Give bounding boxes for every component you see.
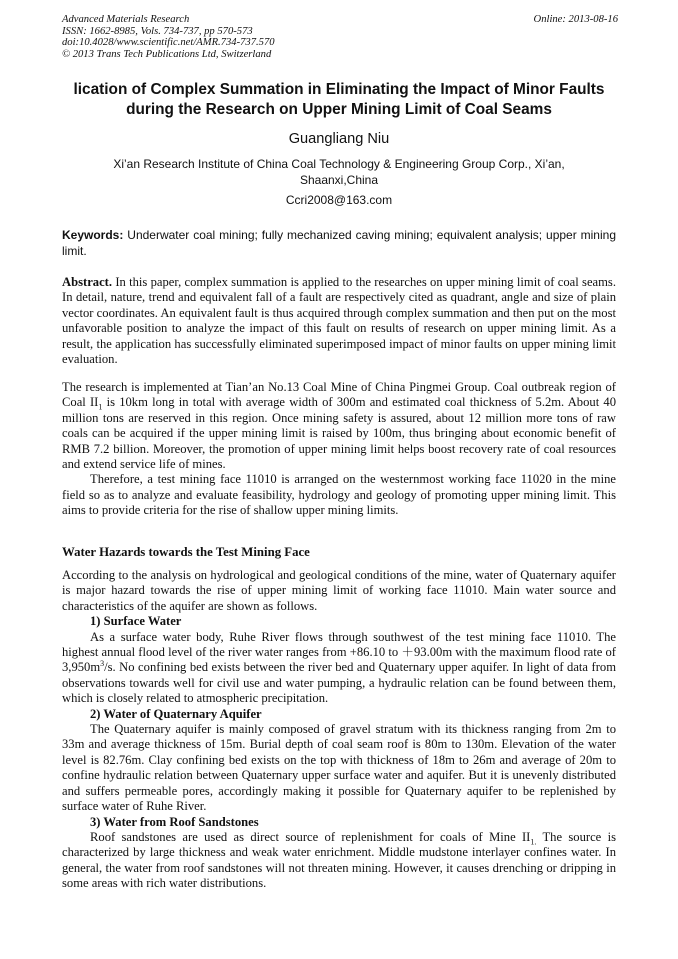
issn-line: ISSN: 1662-8985, Vols. 734-737, pp 570-573 [62,25,253,37]
copyright-line: © 2013 Trans Tech Publications Ltd, Switzerland [62,48,272,60]
author-name: Guangliang Niu [288,131,390,147]
keywords [62,228,616,259]
doi-line: doi:10.4028/www.scientific.net/AMR.734-737.570 [62,37,275,49]
s1-text-b: /s. No confining bed exists between the river bed and Quaternary upper aquifer. In light of data from observations towards well for civil use and water pumping, a hydraulic relation can be found between them, which is closely related to atmospheric precipitation. [62,660,616,706]
title-line-2: during the Research on Upper Mining Limit of Coal Seams [126,100,552,118]
intro-p1-subscript: 1 [98,402,103,412]
intro-p1-text-b: is 10km long in total with average width of 300m and estimated coal thickness of 5.2m. About 40 million tons are reserved in this region. Once mining safety is assured, about 12 million more tons of raw coals can be acquired if the upper mining limit is raised by 100m, thus bringing about economic benefit of RMB 7.2 billion. Moreover, the promotion of upper mining limit helps boost recovery rate of coal resources and extend service life of mines. [62,395,617,472]
abstract [62,275,616,367]
journal-name: Advanced Materials Research [62,14,190,25]
affiliation-line-2: Shaanxi,China [299,173,379,187]
section-intro: According to the analysis on hydrological and geological conditions of the mine, water of Quaternary aquifer is major hazard towards the rise of upper mining limit of working face 11010. Main water source and characteristics of the aquifer are shown as follows. [62,568,616,613]
keywords-text: Underwater coal mining; fully mechanized caving mining; equivalent analysis; upper mining limit. [62,228,616,258]
section-heading: Water Hazards towards the Test Mining Face [62,545,310,559]
intro-paragraph-1 [62,380,616,472]
abstract-text: In this paper, complex summation is applied to the researches on upper mining limit of coal seams. In detail, nature, trend and equivalent fall of a fault are respectively cited as quadrant, angle and size of plain vector coordinates. An equivalent fault is thus acquired through complex summation and then put on the most unfavorable position to analyze the impact of this fault on results of research on upper mining limit. As a result, the application has successfully eliminated superimposed impact of minor faults on upper mining limit evaluation. [62,275,616,367]
s3-text-a: Roof sandstones are used as direct source of replenishment for coals of Mine II [90,829,531,844]
subsection-2-text: The Quaternary aquifer is mainly composed of gravel stratum with its thickness ranging from 2m to 33m and average thickness of 15m. Burial depth of coal seam roof is 80m to 130m. Elevation of the water level is 82.76m. Clay confining bed exists on the top with thickness of 18m to 26m and average of 20m to confine hydraulic relation between Quaternary upper surface water and aquifer. But it is unevenly distributed and suffers permeable pores, accordingly making it possible for Quaternary aquifer to be replenished by surface water of Ruhe River. [62,722,616,814]
s1-superscript: 3 [100,659,105,669]
affiliation [86,156,592,188]
subsection-1-text [62,630,616,707]
s1-text-a: As a surface water body, Ruhe River flows through southwest of the test mining face 11010. The highest annual flood level of the river water ranges from +86.10 to ＋93.00m with the maximum flood rate of 3,950m [62,629,616,675]
subsection-1-heading: 1) Surface Water [90,614,182,629]
paper-title [40,80,638,119]
author-email: Ccri2008@163.com [285,193,393,207]
subsection-2-heading: 2) Water of Quaternary Aquifer [90,706,262,721]
online-date: Online: 2013-08-16 [533,14,618,25]
subsection-3-heading: 3) Water from Roof Sandstones [90,814,259,829]
section-body [62,568,616,892]
intro-p1-text-a: The research is implemented at Tian’an No.13 Coal Mine of China Pingmei Group. Coal outbreak region of Coal II [62,380,616,410]
abstract-label: Abstract. [62,275,113,289]
s3-subscript: 1. [530,837,537,847]
affiliation-line-1: Xi’an Research Institute of China Coal Technology & Engineering Group Corp., Xi’an, [113,157,565,171]
title-line-1: lication of Complex Summation in Eliminating the Impact of Minor Faults [73,81,605,98]
s3-text-b: The source is characterized by large thickness and weak water enrichment. Middle mudstone interlayer confines water. In general, the water from roof sandstones will not threaten mining. However, it causes drenching or dripping in some areas with rich water distributions. [62,829,616,891]
subsection-3-text [62,830,616,892]
journal-header [62,14,618,60]
keywords-label: Keywords: [62,228,124,242]
intro-paragraph-2: Therefore, a test mining face 11010 is arranged on the westernmost working face 11020 in the mine field so as to analyze and evaluate feasibility, hydrology and geology of promoting upper mining limit. This aims to provide criteria for the rise of shallow upper mining limits. [62,472,616,518]
introduction [62,380,616,519]
